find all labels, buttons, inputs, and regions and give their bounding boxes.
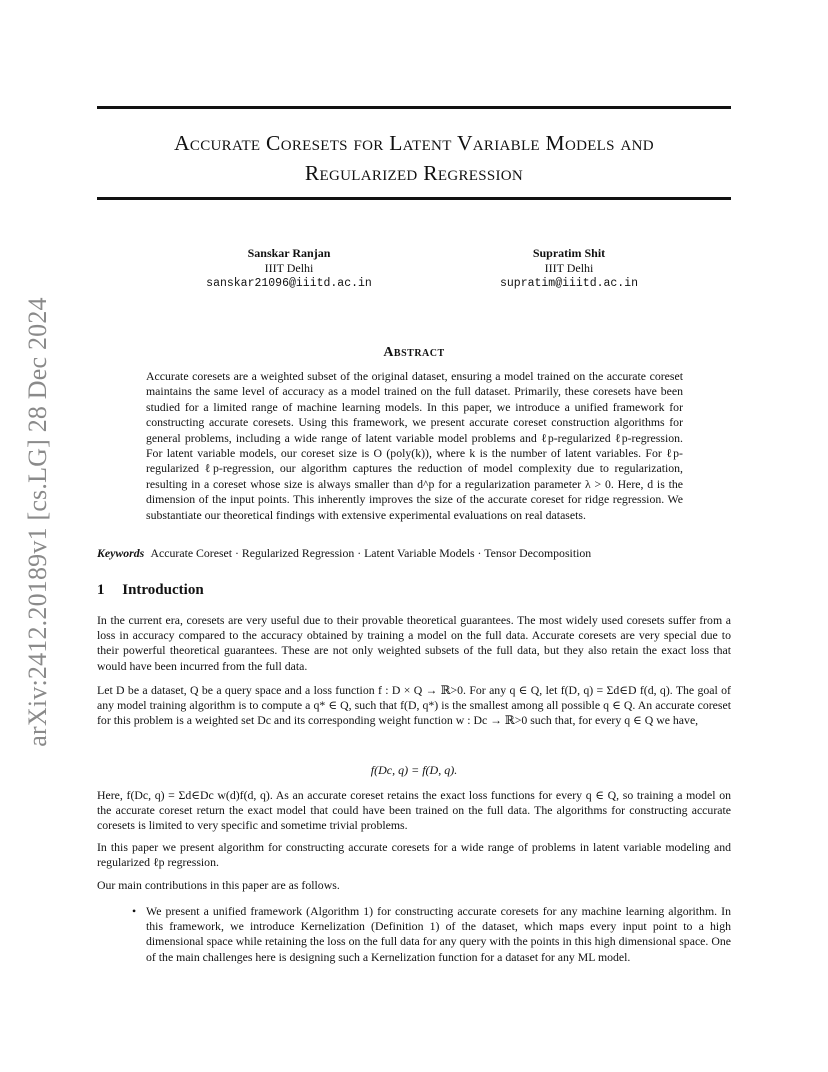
author-name: Sanskar Ranjan <box>247 246 331 260</box>
arxiv-identifier-text: arXiv:2412.20189v1 [cs.LG] 28 Dec 2024 <box>23 297 52 747</box>
author-block <box>159 246 419 291</box>
author-email[interactable]: sanskar21096@iiitd.ac.in <box>206 277 372 290</box>
intro-paragraph-4: In this paper we present algorithm for constructing accurate coresets for a wide range of problems in latent variable modeling and regularized ℓp regression. <box>97 840 731 870</box>
author-block <box>439 246 699 291</box>
display-equation: f(Dc, q) = f(D, q). <box>370 763 458 777</box>
contribution-text: We present a unified framework (Algorithm 1) for constructing accurate coresets for any machine learning algorithm. In this framework, we introduce Kernelization (Definition 1) of the dataset, which maps every input point to a high dimensional space while retaining the loss on the full data for any query with the points in this high dimensional space. One of the main challenges here is designing such a Kernelization function for a dataset for any ML model. <box>146 904 731 964</box>
author-email[interactable]: supratim@iiitd.ac.in <box>499 277 639 290</box>
arxiv-identifier <box>21 285 55 759</box>
intro-paragraph-2: Let D be a dataset, Q be a query space and a loss function f : D × Q → ℝ>0. For any q ∈ Q, let f(D, q) = Σd∈D f(d, q). The goal of any model training algorithm is to compute a q* ∈ Q, such that f(D, q*) is the smallest among all possible q ∈ Q. An accurate coreset for this problem is a weighted set Dc and its corresponding weight function w : Dc → ℝ>0 such that, for every q ∈ Q we have, <box>97 683 731 728</box>
abstract-heading: Abstract <box>383 345 445 360</box>
abstract-text: Accurate coresets are a weighted subset of the original dataset, ensuring a model trained on the accurate coreset maintains the same level of accuracy as a model trained on the full dataset. Primarily, these coresets have been studied for a limited range of machine learning models. In this paper, we introduce a unified framework for constructing accurate coresets. Using this framework, we present accurate coreset construction algorithms for general problems, including a wide range of latent variable model problems and ℓp-regularized ℓp-regression. For latent variable models, our coreset size is O (poly(k)), where k is the number of latent variables. For ℓp-regularized ℓp-regression, our algorithm captures the reduction of model complexity due to regularization, resulting in a coreset whose size is always smaller than d^p for a regularization parameter λ > 0. Here, d is the dimension of the input points. This inherently improves the size of the accurate coreset for ridge regression. We substantiate our theoretical findings with extensive experimental evaluations on real datasets. <box>146 369 683 522</box>
title-top-rule <box>97 106 731 109</box>
author-affiliation: IIIT Delhi <box>544 261 594 275</box>
contribution-bullet <box>132 904 731 965</box>
paper-title <box>97 128 731 188</box>
intro-paragraph-3: Here, f(Dc, q) = Σd∈Dc w(d)f(d, q). As an accurate coreset retains the exact loss functions for every q ∈ Q, so training a model on the accurate coreset return the exact model that could have been trained on the full data. The algorithms for constructing accurate coresets is limited to very specific and sometime trivial problems. <box>97 788 731 833</box>
bullet-marker: • <box>132 904 137 918</box>
keywords-label: Keywords <box>97 546 145 560</box>
keywords-list: Accurate Coreset · Regularized Regression · Latent Variable Models · Tensor Decomposition <box>150 546 592 560</box>
title-bottom-rule <box>97 197 731 200</box>
intro-paragraph-5: Our main contributions in this paper are as follows. <box>97 878 340 892</box>
section-number: 1 <box>97 582 105 598</box>
author-affiliation: IIIT Delhi <box>264 261 314 275</box>
title-line-2: Regularized Regression <box>304 161 524 185</box>
author-name: Supratim Shit <box>532 246 606 260</box>
title-line-1: Accurate Coresets for Latent Variable Models and <box>174 131 654 155</box>
intro-paragraph-1: In the current era, coresets are very useful due to their provable theoretical guarantees. The most widely used coresets suffer from a loss in accuracy compared to the accuracy obtained by training a model on the full data. Accurate coresets are very special due to their powerful theoretical guarantees. These are not only weighted subsets of the full data, but they also retain the exact loss that would have been incurred from the full data. <box>97 613 731 673</box>
section-title: Introduction <box>122 582 204 598</box>
section-heading <box>97 582 204 599</box>
keywords-line <box>97 546 731 561</box>
